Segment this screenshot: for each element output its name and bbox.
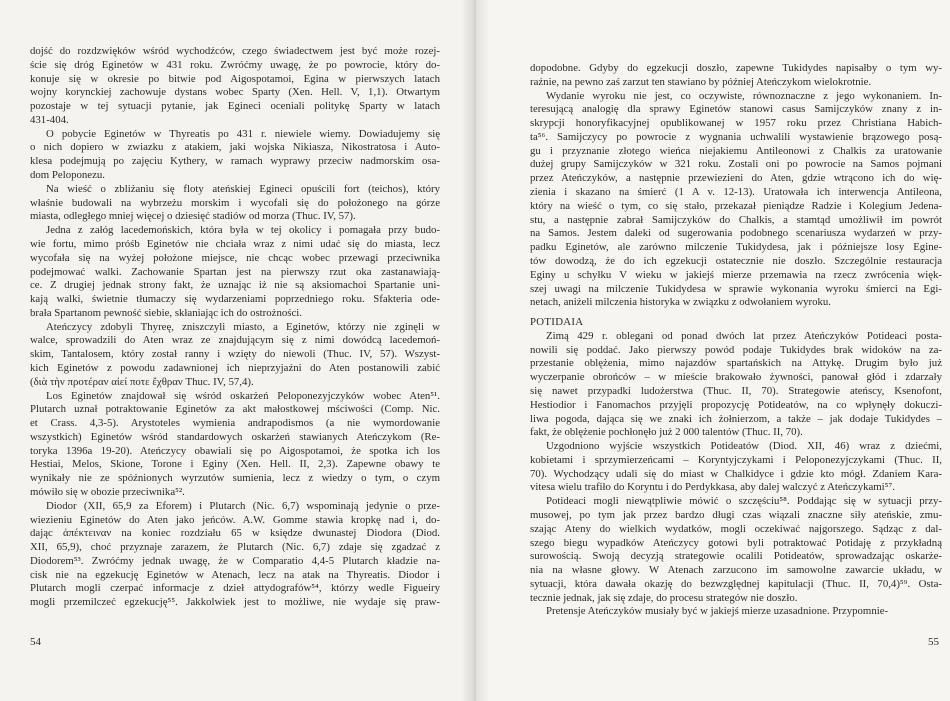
text-line: fakt, że oblężenie pochłonęło już 2 000 talentów (Thuc. II, 70). <box>530 426 803 439</box>
text-line: 431-404. <box>30 113 69 126</box>
text-line: skrypcji honoryfikacyjnej opublikowanej w 1957 roku przez Christiana Habich- <box>530 117 942 130</box>
text-line: pozostaje w tej sytuacji pytanie, jak Egineci oceniali politykę Sparty w latach <box>30 100 440 113</box>
text-line: Uzgodniono wyjście wszystkich Potideatów (Diod. XII, 46) wraz z dziećmi, <box>546 440 942 453</box>
text-line: (διὰ τὴν προτέραν αἰεί ποτε ἔχθραν Thuc. IV, 57,4). <box>30 375 254 388</box>
text-line: szej uwagi na milczenie Tukidydesa w sprawie wykonania wyroku śmierci na Egi- <box>530 282 942 295</box>
text-line: wynikały nie ze spóźnionych wyrzutów sumienia, lecz z wiedzy o tym, o czym <box>30 472 440 485</box>
text-line: Eginy u schyłku V wieku w jakiejś mierze przemawia na rzecz zwrócenia więk- <box>530 268 942 281</box>
text-line: wyczerpanie obrońców – w mieście brakowało żywności, panował głód i zdarzały <box>530 371 942 384</box>
text-line: Na wieść o zbliżaniu się floty ateńskiej Egineci opuścili fort (teichos), który <box>46 182 440 195</box>
text-line: skim, Tantalosem, który został ranny i wzięty do niewoli (Thuc. IV, 57). Wszyst- <box>30 348 440 361</box>
text-line: Diodor (XII, 65,9 za Eforem) i Plutarch (Nic. 6,7) wspominają jedynie o prze- <box>46 499 440 512</box>
text-line: O pobycie Eginetów w Thyreatis po 431 r. niewiele wiemy. Dowiadujemy się <box>46 127 440 140</box>
text-line: który na wieść o tym, co się stało, przekazał pieniądze Radzie i Kolegium Jedena- <box>530 199 942 212</box>
text-line: dom Peloponezu. <box>30 169 105 182</box>
book-gutter-shadow <box>461 0 489 701</box>
text-line: Plutarch mogli czerpać informacje z dzieł attydografów⁵⁴, którzy wedle Figueiry <box>30 582 440 595</box>
left-text-column <box>30 45 440 610</box>
text-line: tecznie jednak, jak się zdaje, do procesu strategów nie doszło. <box>530 591 798 604</box>
right-text-before-heading <box>530 62 942 310</box>
text-line: cisk nie na egzekucję Eginetów w Atenach, lecz na atak na Thyreatis. Diodor i <box>30 568 440 581</box>
text-line: Plutarch uznał potraktowanie Eginetów za akt małostkowej mściwości (Comp. Nic. <box>30 403 440 416</box>
text-line: toryka 1396a 19-20). Ateńczycy obawiali się po Aigospotamoi, że spotka ich los <box>30 444 440 457</box>
text-line: kobietami i sprzymierzeńcami – Koryntyjczykami i Peloponezyjczykami (Thuc. II, <box>530 453 942 466</box>
section-heading: POTIDAIA <box>530 316 584 329</box>
text-line: szając Ateny do wielkich wydatków, mogli oczekiwać najgorszego. Sądząc z dal- <box>530 522 942 535</box>
text-line: teresującą analogię dla sprawy Eginetów stanowi casus Samijczyków znany z in- <box>530 103 942 116</box>
text-line: wojny korynckiej zachowuje dystans wobec Sparty (Xen. Hell. V, 1,1). Otwartym <box>30 86 440 99</box>
text-line: miasta, odległego mniej więcej o dziesięć stadiów od morza (Thuc. IV, 57). <box>30 210 356 223</box>
text-line: nowili się poddać. Jako pierwszy powód podaje Tukidydes brak widoków na za- <box>530 343 942 356</box>
text-line: Hestiai, Melos, Skione, Torone i Eginy (Xen. Hell. II, 2,3). Zapewne obawy te <box>30 458 440 471</box>
page-number-right: 55 <box>928 636 939 648</box>
text-line: kich Eginetów z powodu zadawnionej ich nieprzyjaźni do Aten postanowili zabić <box>30 361 440 374</box>
text-line: wszystkich) Eginetów wśród standardowych oskarżeń stawianych Ateńczykom (Re- <box>30 430 440 443</box>
text-line: dopodobne. Gdyby do egzekucji doszło, zapewne Tukidydes napisałby o tym wy- <box>530 62 942 74</box>
text-line: stu, a następnie zabrał Samijczyków do Chalkis, a stamtąd umożliwił im powrót <box>530 213 942 226</box>
text-line: netach, aniżeli milczenia historyka w związku z odwołaniem wyroku. <box>530 296 832 309</box>
text-line: liwa pogoda, dająca się we znaki ich żołnierzom, a także – jak dodaje Tukidydes – <box>530 412 942 425</box>
text-line: Potideaci mogli niewątpliwie mówić o szczęściu⁵⁸. Poddając się w sytuacji przy- <box>546 495 942 508</box>
text-line: mówiło się w obozie przeciwnika⁵². <box>30 486 185 498</box>
text-line: dając ἀπέκτειναν na koniec rozdziału 65 w księdze dwunastej Diodora (Diod. <box>30 527 440 540</box>
text-line: wycofała się na wyżej położone miejsce, nie chcąc wobec przewagi przeciwnika <box>30 251 440 264</box>
right-text-after-heading <box>530 330 942 619</box>
text-line: Jedna z załóg lacedemońskich, która była w tej okolicy i pomagała przy budo- <box>46 224 440 237</box>
text-line: tów dowodzą, że do ich egzekucji ostatecznie nie doszło. Szczególnie restauracja <box>530 254 942 267</box>
text-line: 70). Wychodzący udali się do miast w Chalkidyce i gdzie kto mógł. Zdaniem Kara- <box>530 467 942 480</box>
text-line: szego biegu wypadków Ateńczycy gotowi byli potraktować Potidaję z przykładną <box>530 536 942 549</box>
text-line: dużej grupy Samijczyków w 321 roku. Zostali oni po powrocie na Samos pojmani <box>530 158 942 171</box>
text-line: mogli przemilczeć egzekucję⁵⁵. Jakkolwiek jest to możliwe, nie wydaje się praw- <box>30 596 440 609</box>
text-line: przez Ateńczyków, a następnie przewiezieni do Aten, gdzie wtrącono ich do wię- <box>530 172 942 185</box>
text-line: wiezieniu Eginetów do Aten jako jeńców. A.W. Gomme stawia kropkę nad i, do- <box>30 513 440 526</box>
text-line: brała Spartanom pewność siebie, skłaniając ich do ostrożności. <box>30 306 302 319</box>
text-line: zienia i skazano na śmierć (1 A v. 12-13). Uratowała ich interwencja Antileona, <box>530 186 942 199</box>
page-number-left: 54 <box>30 636 41 648</box>
text-line: Pretensje Ateńczyków musiały być w jakiejś mierze uzasadnione. Przypomnie- <box>546 605 889 618</box>
text-line: surowością. Swoją decyzją strategowie ocalili Potideatów, sprowadzając oskarże- <box>530 550 942 563</box>
text-line: dojść do rozdzwięków wśród wychodźców, czego świadectwem jest być może rozej- <box>30 45 440 57</box>
text-line: kają walki, świetnie tłumaczy się wydarzeniami poprzedniego roku. Sfakteria ode- <box>30 293 440 306</box>
text-line: wie fortu, mimo próśb Eginetów nie chciała wraz z nimi udać się do miasta, lecz <box>30 237 440 250</box>
text-line: klesa podejmują po zajęciu Kythery, w ramach wyprawy przeciw nadmorskim osa- <box>30 155 440 168</box>
text-line: konuje się w okresie po bitwie pod Aigospotamoi, Egina w pierwszych latach <box>30 72 440 85</box>
text-line: właśnie budowali na wybrzeżu morskim i wycofali się do położonego na górze <box>30 196 440 209</box>
text-line: et Crass. 4,3-5). Arystoteles wymienia andrapodismos (a nie wymordowanie <box>30 417 440 430</box>
text-line: padku Eginetów, ale zarówno milczenie Tukidydesa, jak i późniejsze losy Egine- <box>530 241 942 254</box>
right-page <box>475 0 950 701</box>
right-text-column <box>530 62 942 619</box>
text-line: o nich dopiero w zwiazku z atakiem, jaki wojska Nikiasza, Nikostratosa i Auto- <box>30 141 440 154</box>
text-line: ta⁵⁶. Samijczycy po powrocie z wygnania uchwalili wystawienie brązowego posą- <box>530 130 942 143</box>
text-line: ście się dróg Eginetów w 431 roku. Zwróćmy uwagę, że po powrocie, który do- <box>30 58 440 71</box>
text-line: walce, sprowadzili do Aten wraz ze znajdującym się z nimi dowódcą lacedemoń- <box>30 334 440 347</box>
text-line: raźnie, na pewno zaś zarzut ten stawiano by później Ateńczykom wielokrotnie. <box>530 75 872 88</box>
text-line: nia na własne głowy. W Atenach zarzucono im samowolne zawarcie układu, w <box>530 564 942 577</box>
text-line: musowej, po tym jak przez bardzo długi czas wiązali znaczne siły ateńskie, zmu- <box>530 509 942 521</box>
text-line: Los Eginetów znajdował się wśród oskarżeń Peloponezyjczyków wobec Aten⁵¹. <box>46 389 440 402</box>
text-line: Zimą 429 r. oblegani od ponad dwóch lat przez Ateńczyków Potideaci posta- <box>546 329 942 342</box>
text-line: sytuacji, która dawała okazję do bezwzględnej kapitulacji (Thuc. II, 70,4)⁵⁹. Osta- <box>530 577 942 590</box>
text-line: Ateńczycy zdobyli Thyreę, zniszczyli miasto, a Eginetów, którzy nie zginęli w <box>46 320 440 333</box>
text-line: przestanie oblężenia, mimo najazdów spartańskich na Attykę. Drugim było już <box>530 357 942 370</box>
text-line: Hestiodior i Fanomachos przyjęli propozycję Potideatów, na co wpłynęły dokuczi- <box>530 398 942 411</box>
text-line: gu i przyznanie złotego wieńca niejakiemu Antileonowi z Chalkis za uratowanie <box>530 144 942 157</box>
text-line: Diodorem⁵³. Zwróćmy jednak uwagę, że w Comparatio 4,4-5 Plutarch kładzie na- <box>30 554 440 567</box>
text-line: XII, 65,9), choć przyznaje zarazem, że Plutarch (Nic. 6,7) zdaje się zgadzać z <box>30 541 440 554</box>
text-line: ce. Z drugiej jednak strony fakt, że uznając iż nie są aksiomachoi Spartanie uni- <box>30 279 440 292</box>
text-line: vitesa wielu trafiło do Koryntu i do Perdykkasa, aby dalej walczyć z Ateńczykami⁵⁷. <box>530 481 895 494</box>
text-line: na Samos. Jestem daleki od sugerowania podobnego scenariusza wydarzeń w przy- <box>530 227 942 240</box>
text-line: Wydanie wyroku nie jest, co oczywiste, równoznaczne z jego wykonaniem. In- <box>546 89 942 102</box>
text-line: podejmować walki. Zachowanie Spartan jest na pierwszy rzut oka zastanawiają- <box>30 265 440 278</box>
text-line: się nawet przypadki ludożerstwa (Thuc. II, 70). Strategowie ateńscy, Ksenofont, <box>530 384 942 397</box>
